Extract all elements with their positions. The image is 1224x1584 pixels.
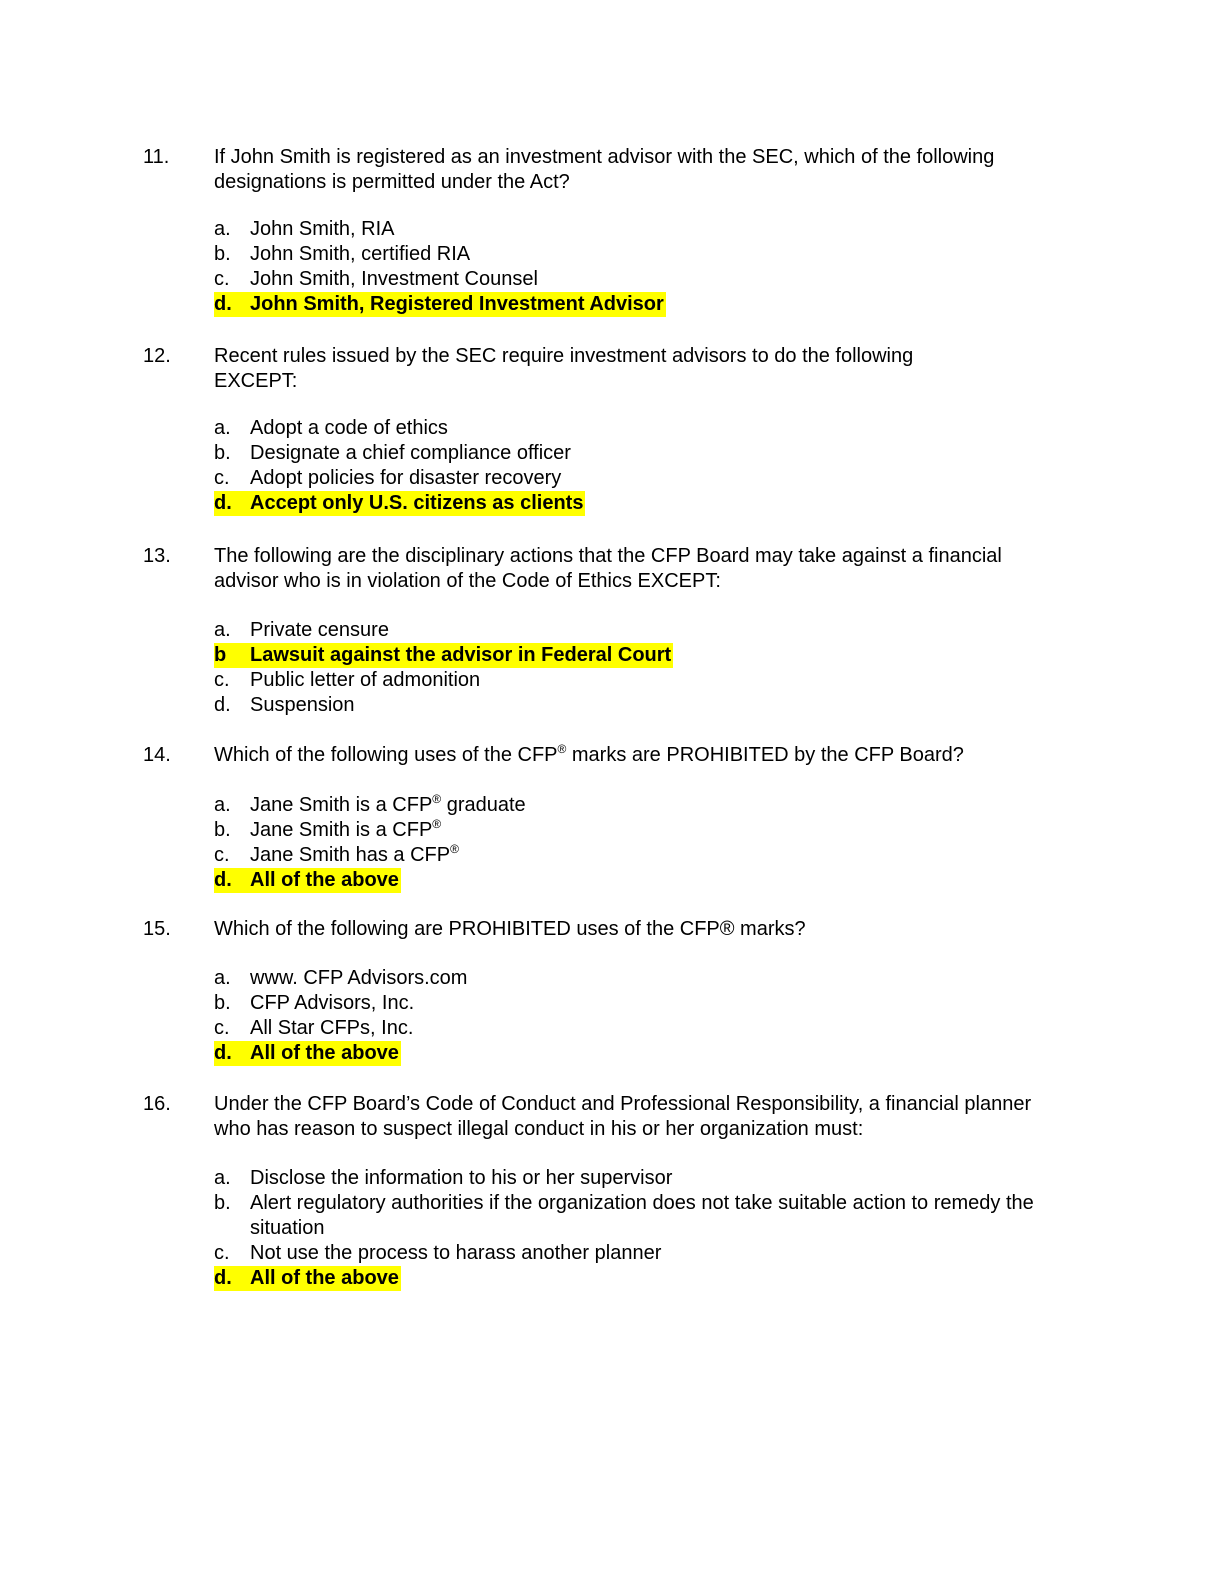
option-text: Adopt policies for disaster recovery [250, 467, 562, 489]
option-text: All Star CFPs, Inc. [250, 1017, 414, 1039]
option-letter: a. [214, 967, 231, 989]
option-text [250, 843, 1080, 868]
option-d [214, 693, 1084, 718]
registered-mark: ® [557, 742, 567, 756]
option-text [250, 818, 1080, 843]
option-text-part: Jane Smith has a CFP [250, 844, 451, 866]
highlighted-answer [214, 292, 666, 317]
option-letter: c. [214, 844, 230, 866]
option-text: Not use the process to harass another planner [250, 1242, 662, 1264]
question-number: 14. [143, 744, 171, 766]
option-text: John Smith, Investment Counsel [250, 268, 538, 290]
option-letter: d. [214, 694, 231, 716]
option-text: All of the above [250, 1267, 399, 1289]
option-list [214, 966, 1084, 1066]
option-text [250, 793, 1080, 818]
option-a [214, 1166, 1084, 1191]
option-text: Designate a chief compliance officer [250, 442, 571, 464]
registered-mark: ® [432, 817, 442, 831]
option-text: Private censure [250, 619, 389, 641]
option-list [214, 793, 1084, 893]
highlighted-answer [214, 868, 401, 893]
option-b [214, 441, 1084, 466]
option-letter: b. [214, 442, 231, 464]
option-letter: b [214, 644, 227, 666]
option-letter: a. [214, 218, 231, 240]
option-text: John Smith, certified RIA [250, 243, 471, 265]
option-text-part: Jane Smith is a CFP [250, 794, 433, 816]
option-text: CFP Advisors, Inc. [250, 992, 415, 1014]
question-text: The following are the disciplinary actions that the CFP Board may take against a financial advisor who is in violation of the Code of Ethics EXCEPT: [214, 545, 1002, 592]
option-letter: d. [214, 293, 232, 315]
option-a [214, 966, 1084, 991]
question-number: 11. [143, 146, 170, 168]
option-letter: c. [214, 1242, 230, 1264]
registered-mark: ® [432, 792, 442, 806]
option-a [214, 416, 1084, 441]
option-d-answer [214, 868, 1084, 893]
option-a [214, 793, 1084, 818]
option-letter: c. [214, 1017, 230, 1039]
option-c [214, 466, 1084, 491]
option-b [214, 242, 1084, 267]
option-text: Public letter of admonition [250, 669, 481, 691]
option-c [214, 668, 1084, 693]
option-list [214, 217, 1084, 317]
question-text: Under the CFP Board’s Code of Conduct and Professional Responsibility, a financial planner who has reason to suspect illegal conduct in his or her organization must: [214, 1093, 1032, 1140]
option-text: Suspension [250, 694, 355, 716]
highlighted-answer [214, 1266, 401, 1291]
option-letter: b. [214, 1192, 231, 1214]
option-letter: b. [214, 819, 231, 841]
option-b [214, 818, 1084, 843]
question-number: 13. [143, 545, 171, 567]
option-text: All of the above [250, 1042, 399, 1064]
registered-mark: ® [450, 842, 459, 856]
option-a [214, 217, 1084, 242]
option-c [214, 843, 1084, 868]
option-b [214, 1191, 1084, 1241]
option-d-answer [214, 491, 1084, 516]
option-b-answer [214, 643, 1084, 668]
option-text: www. CFP Advisors.com [250, 967, 468, 989]
option-text: Accept only U.S. citizens as clients [250, 492, 584, 514]
option-letter: b. [214, 243, 231, 265]
option-d-answer [214, 292, 1084, 317]
option-letter: d. [214, 1042, 232, 1064]
highlighted-answer [214, 643, 673, 668]
question-text: If John Smith is registered as an investment advisor with the SEC, which of the following designations is permitted under the Act? [214, 146, 995, 193]
option-letter: a. [214, 1167, 231, 1189]
question-number: 16. [143, 1093, 171, 1115]
option-letter: b. [214, 992, 231, 1014]
option-b [214, 991, 1084, 1016]
option-a [214, 618, 1084, 643]
option-text: John Smith, Registered Investment Advisor [250, 293, 664, 315]
option-letter: a. [214, 417, 231, 439]
option-letter: c. [214, 467, 230, 489]
option-letter: a. [214, 794, 231, 816]
option-text: Disclose the information to his or her supervisor [250, 1167, 673, 1189]
option-c [214, 1241, 1084, 1266]
highlighted-answer [214, 491, 585, 516]
question-text: Recent rules issued by the SEC require investment advisors to do the following EXCEPT: [214, 345, 914, 392]
question-text-part: marks are PROHIBITED by the CFP Board? [566, 744, 964, 766]
question-text [214, 743, 1074, 768]
option-d-answer [214, 1266, 1084, 1291]
option-letter: c. [214, 268, 230, 290]
option-letter: d. [214, 869, 232, 891]
option-text: Lawsuit against the advisor in Federal Court [250, 644, 672, 666]
option-letter: a. [214, 619, 231, 641]
option-list [214, 618, 1084, 718]
highlighted-answer [214, 1041, 401, 1066]
option-c [214, 1016, 1084, 1041]
option-list [214, 1166, 1084, 1291]
option-text-part: Jane Smith is a CFP [250, 819, 433, 841]
option-text-part: graduate [441, 794, 526, 816]
question-number: 12. [143, 345, 171, 367]
option-text: John Smith, RIA [250, 218, 395, 240]
option-letter: d. [214, 492, 232, 514]
question-text-part: Which of the following uses of the CFP [214, 744, 558, 766]
question-number: 15. [143, 918, 171, 940]
option-list [214, 416, 1084, 516]
option-letter: c. [214, 669, 230, 691]
option-text: Adopt a code of ethics [250, 417, 448, 439]
option-d-answer [214, 1041, 1084, 1066]
question-text: Which of the following are PROHIBITED uses of the CFP® marks? [214, 918, 806, 940]
option-text: All of the above [250, 869, 399, 891]
option-letter: d. [214, 1267, 232, 1289]
option-text: Alert regulatory authorities if the organization does not take suitable action to remedy the situation [250, 1192, 1034, 1239]
option-c [214, 267, 1084, 292]
